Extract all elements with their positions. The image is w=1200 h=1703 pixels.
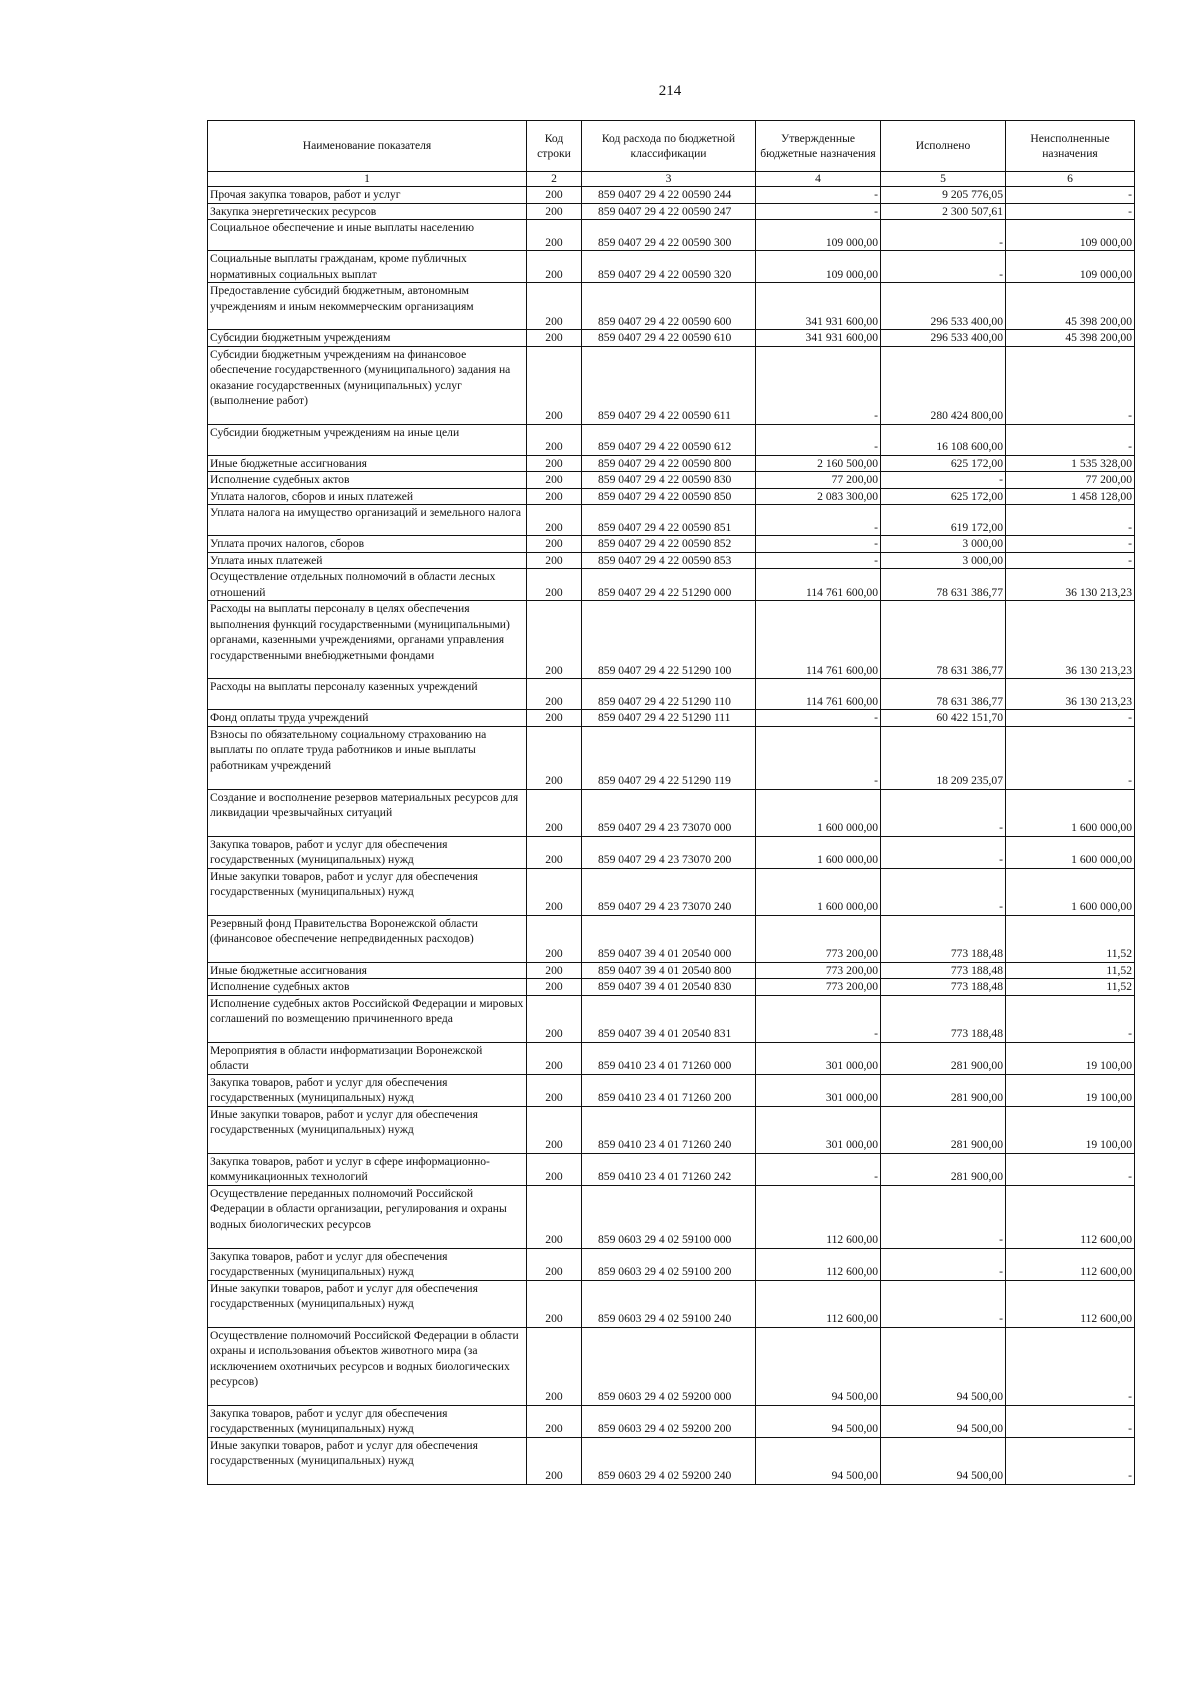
row-approved: 1 600 000,00: [756, 868, 881, 915]
table-row: [208, 1280, 1135, 1327]
row-approved: -: [756, 536, 881, 553]
row-approved: 77 200,00: [756, 472, 881, 489]
row-approved: 341 931 600,00: [756, 330, 881, 347]
row-line-code: 200: [527, 187, 582, 204]
row-approved: -: [756, 203, 881, 220]
row-executed: -: [881, 1248, 1006, 1280]
row-unexecuted: 112 600,00: [1006, 1280, 1135, 1327]
row-unexecuted: 36 130 213,23: [1006, 601, 1135, 679]
row-line-code: 200: [527, 1327, 582, 1405]
row-approved: 114 761 600,00: [756, 679, 881, 710]
row-line-code: 200: [527, 1074, 582, 1106]
row-approved: 301 000,00: [756, 1106, 881, 1153]
row-unexecuted: -: [1006, 505, 1135, 536]
row-approved: 94 500,00: [756, 1327, 881, 1405]
row-unexecuted: 1 535 328,00: [1006, 455, 1135, 472]
row-name: Субсидии бюджетным учреждениям: [208, 330, 527, 347]
row-line-code: 200: [527, 1153, 582, 1185]
table-row: [208, 1074, 1135, 1106]
row-name: Исполнение судебных актов: [208, 472, 527, 489]
row-unexecuted: -: [1006, 346, 1135, 424]
row-line-code: 200: [527, 488, 582, 505]
row-line-code: 200: [527, 836, 582, 868]
row-budget-code: 859 0407 29 4 22 00590 830: [582, 472, 756, 489]
table-row: [208, 536, 1135, 553]
row-executed: 3 000,00: [881, 536, 1006, 553]
row-unexecuted: -: [1006, 203, 1135, 220]
row-budget-code: 859 0407 29 4 23 73070 240: [582, 868, 756, 915]
row-budget-code: 859 0407 29 4 22 00590 611: [582, 346, 756, 424]
row-executed: 94 500,00: [881, 1405, 1006, 1437]
row-budget-code: 859 0407 29 4 22 00590 300: [582, 220, 756, 251]
row-executed: 18 209 235,07: [881, 726, 1006, 789]
row-line-code: 200: [527, 995, 582, 1042]
row-executed: 619 172,00: [881, 505, 1006, 536]
row-name: Иные закупки товаров, работ и услуг для обеспечения государственных (муниципальных) нужд: [208, 1437, 527, 1484]
row-line-code: 200: [527, 455, 582, 472]
row-approved: 301 000,00: [756, 1074, 881, 1106]
row-name: Прочая закупка товаров, работ и услуг: [208, 187, 527, 204]
row-approved: 773 200,00: [756, 915, 881, 962]
table-row: [208, 1042, 1135, 1074]
header-budget-code: Код расхода по бюджетной классификации: [582, 121, 756, 172]
header-indicator-name: Наименование показателя: [208, 121, 527, 172]
row-line-code: 200: [527, 979, 582, 996]
row-budget-code: 859 0407 29 4 22 00590 244: [582, 187, 756, 204]
row-name: Иные закупки товаров, работ и услуг для обеспечения государственных (муниципальных) нужд: [208, 868, 527, 915]
column-number: 1: [208, 172, 527, 187]
header-unexecuted: Неисполненные назначения: [1006, 121, 1135, 172]
row-budget-code: 859 0407 29 4 22 51290 110: [582, 679, 756, 710]
row-line-code: 200: [527, 726, 582, 789]
row-approved: -: [756, 346, 881, 424]
row-budget-code: 859 0603 29 4 02 59100 200: [582, 1248, 756, 1280]
header-executed: Исполнено: [881, 121, 1006, 172]
row-approved: -: [756, 710, 881, 727]
row-budget-code: 859 0407 39 4 01 20540 830: [582, 979, 756, 996]
row-line-code: 200: [527, 330, 582, 347]
row-approved: 773 200,00: [756, 962, 881, 979]
table-row: [208, 1327, 1135, 1405]
row-name: Предоставление субсидий бюджетным, автономным учреждениям и иным некоммерческим организациям: [208, 283, 527, 330]
row-line-code: 200: [527, 251, 582, 283]
row-unexecuted: -: [1006, 187, 1135, 204]
table-row: [208, 203, 1135, 220]
row-executed: -: [881, 868, 1006, 915]
table-row: [208, 1153, 1135, 1185]
table-row: [208, 251, 1135, 283]
row-line-code: 200: [527, 536, 582, 553]
row-budget-code: 859 0407 29 4 23 73070 000: [582, 789, 756, 836]
row-line-code: 200: [527, 1106, 582, 1153]
row-line-code: 200: [527, 1185, 582, 1248]
row-name: Уплата налога на имущество организаций и земельного налога: [208, 505, 527, 536]
row-executed: -: [881, 472, 1006, 489]
row-line-code: 200: [527, 868, 582, 915]
row-approved: 112 600,00: [756, 1280, 881, 1327]
row-unexecuted: 36 130 213,23: [1006, 569, 1135, 601]
row-name: Социальное обеспечение и иные выплаты населению: [208, 220, 527, 251]
row-executed: 3 000,00: [881, 552, 1006, 569]
row-budget-code: 859 0407 29 4 22 00590 610: [582, 330, 756, 347]
table-row: [208, 424, 1135, 455]
table-row: [208, 505, 1135, 536]
row-approved: 2 160 500,00: [756, 455, 881, 472]
row-budget-code: 859 0407 29 4 22 00590 247: [582, 203, 756, 220]
row-executed: 625 172,00: [881, 455, 1006, 472]
row-budget-code: 859 0603 29 4 02 59100 240: [582, 1280, 756, 1327]
row-line-code: 200: [527, 424, 582, 455]
row-unexecuted: 77 200,00: [1006, 472, 1135, 489]
row-approved: 112 600,00: [756, 1248, 881, 1280]
row-budget-code: 859 0407 29 4 22 00590 851: [582, 505, 756, 536]
row-unexecuted: -: [1006, 552, 1135, 569]
row-name: Осуществление переданных полномочий Российской Федерации в области организации, регулирования и охраны водных биологических ресурсов: [208, 1185, 527, 1248]
row-name: Создание и восполнение резервов материальных ресурсов для ликвидации чрезвычайных ситуаций: [208, 789, 527, 836]
row-approved: 109 000,00: [756, 251, 881, 283]
row-executed: 773 188,48: [881, 962, 1006, 979]
row-name: Закупка товаров, работ и услуг для обеспечения государственных (муниципальных) нужд: [208, 1074, 527, 1106]
column-number: 5: [881, 172, 1006, 187]
table-row: [208, 995, 1135, 1042]
row-unexecuted: 11,52: [1006, 962, 1135, 979]
header-row: [208, 121, 1135, 172]
table-row: [208, 220, 1135, 251]
row-unexecuted: -: [1006, 1437, 1135, 1484]
table-row: [208, 187, 1135, 204]
row-unexecuted: 109 000,00: [1006, 251, 1135, 283]
row-executed: -: [881, 1280, 1006, 1327]
row-budget-code: 859 0407 29 4 22 00590 853: [582, 552, 756, 569]
row-unexecuted: 36 130 213,23: [1006, 679, 1135, 710]
row-unexecuted: 19 100,00: [1006, 1074, 1135, 1106]
table-row: [208, 1185, 1135, 1248]
row-executed: 773 188,48: [881, 915, 1006, 962]
row-budget-code: 859 0407 29 4 22 00590 800: [582, 455, 756, 472]
row-approved: -: [756, 995, 881, 1042]
row-approved: 301 000,00: [756, 1042, 881, 1074]
row-approved: -: [756, 505, 881, 536]
row-executed: 773 188,48: [881, 979, 1006, 996]
table-row: [208, 710, 1135, 727]
row-name: Исполнение судебных актов: [208, 979, 527, 996]
row-name: Расходы на выплаты персоналу в целях обеспечения выполнения функций государственными (муниципальными) органами, казенными учреждениями, органами управления государственными внебюджетными фондами: [208, 601, 527, 679]
column-number: 4: [756, 172, 881, 187]
row-line-code: 200: [527, 789, 582, 836]
row-name: Резервный фонд Правительства Воронежской области (финансовое обеспечение непредвиденных расходов): [208, 915, 527, 962]
row-executed: 281 900,00: [881, 1153, 1006, 1185]
row-executed: 281 900,00: [881, 1042, 1006, 1074]
row-budget-code: 859 0407 39 4 01 20540 800: [582, 962, 756, 979]
row-line-code: 200: [527, 283, 582, 330]
table-row: [208, 1106, 1135, 1153]
row-unexecuted: 109 000,00: [1006, 220, 1135, 251]
column-number: 2: [527, 172, 582, 187]
row-budget-code: 859 0407 29 4 22 51290 100: [582, 601, 756, 679]
table-row: [208, 569, 1135, 601]
row-name: Уплата прочих налогов, сборов: [208, 536, 527, 553]
budget-execution-table: [207, 120, 1135, 1485]
table-row: [208, 455, 1135, 472]
row-budget-code: 859 0603 29 4 02 59100 000: [582, 1185, 756, 1248]
row-executed: 773 188,48: [881, 995, 1006, 1042]
row-name: Исполнение судебных актов Российской Федерации и мировых соглашений по возмещению причиненного вреда: [208, 995, 527, 1042]
row-budget-code: 859 0407 39 4 01 20540 000: [582, 915, 756, 962]
row-line-code: 200: [527, 1280, 582, 1327]
row-line-code: 200: [527, 962, 582, 979]
row-approved: -: [756, 187, 881, 204]
row-budget-code: 859 0603 29 4 02 59200 240: [582, 1437, 756, 1484]
row-budget-code: 859 0407 29 4 22 00590 850: [582, 488, 756, 505]
row-budget-code: 859 0407 29 4 22 00590 320: [582, 251, 756, 283]
table-row: [208, 330, 1135, 347]
row-unexecuted: 112 600,00: [1006, 1185, 1135, 1248]
row-line-code: 200: [527, 915, 582, 962]
table-row: [208, 601, 1135, 679]
row-unexecuted: -: [1006, 424, 1135, 455]
table-row: [208, 283, 1135, 330]
row-name: Иные закупки товаров, работ и услуг для обеспечения государственных (муниципальных) нужд: [208, 1280, 527, 1327]
row-unexecuted: 1 600 000,00: [1006, 836, 1135, 868]
row-unexecuted: -: [1006, 710, 1135, 727]
row-budget-code: 859 0407 29 4 23 73070 200: [582, 836, 756, 868]
row-name: Закупка энергетических ресурсов: [208, 203, 527, 220]
row-executed: 296 533 400,00: [881, 330, 1006, 347]
row-name: Уплата налогов, сборов и иных платежей: [208, 488, 527, 505]
row-executed: -: [881, 1185, 1006, 1248]
row-executed: 281 900,00: [881, 1106, 1006, 1153]
table-row: [208, 488, 1135, 505]
row-name: Осуществление полномочий Российской Федерации в области охраны и использования объектов животного мира (за исключением охотничьих ресурсов и водных биологических ресурсов): [208, 1327, 527, 1405]
row-unexecuted: -: [1006, 1153, 1135, 1185]
row-name: Иные закупки товаров, работ и услуг для обеспечения государственных (муниципальных) нужд: [208, 1106, 527, 1153]
row-budget-code: 859 0407 29 4 22 00590 612: [582, 424, 756, 455]
row-budget-code: 859 0407 29 4 22 51290 119: [582, 726, 756, 789]
row-line-code: 200: [527, 552, 582, 569]
row-executed: 2 300 507,61: [881, 203, 1006, 220]
row-approved: 109 000,00: [756, 220, 881, 251]
row-unexecuted: -: [1006, 995, 1135, 1042]
column-number: 3: [582, 172, 756, 187]
row-name: Осуществление отдельных полномочий в области лесных отношений: [208, 569, 527, 601]
row-approved: 114 761 600,00: [756, 601, 881, 679]
row-budget-code: 859 0603 29 4 02 59200 200: [582, 1405, 756, 1437]
column-number-row: [208, 172, 1135, 187]
header-line-code: Код строки: [527, 121, 582, 172]
row-approved: 1 600 000,00: [756, 789, 881, 836]
row-executed: -: [881, 789, 1006, 836]
row-name: Закупка товаров, работ и услуг для обеспечения государственных (муниципальных) нужд: [208, 836, 527, 868]
row-line-code: 200: [527, 203, 582, 220]
row-name: Субсидии бюджетным учреждениям на финансовое обеспечение государственного (муниципального) задания на оказание государственных (муниципальных) услуг (выполнение работ): [208, 346, 527, 424]
row-line-code: 200: [527, 1042, 582, 1074]
row-executed: 625 172,00: [881, 488, 1006, 505]
row-executed: 16 108 600,00: [881, 424, 1006, 455]
row-executed: 78 631 386,77: [881, 679, 1006, 710]
row-unexecuted: 11,52: [1006, 979, 1135, 996]
row-executed: 60 422 151,70: [881, 710, 1006, 727]
table-row: [208, 868, 1135, 915]
row-name: Закупка товаров, работ и услуг в сфере информационно-коммуникационных технологий: [208, 1153, 527, 1185]
table-row: [208, 552, 1135, 569]
row-budget-code: 859 0603 29 4 02 59200 000: [582, 1327, 756, 1405]
table-row: [208, 789, 1135, 836]
header-approved: Утвержденные бюджетные назначения: [756, 121, 881, 172]
row-line-code: 200: [527, 710, 582, 727]
row-unexecuted: 112 600,00: [1006, 1248, 1135, 1280]
table-row: [208, 679, 1135, 710]
row-approved: 114 761 600,00: [756, 569, 881, 601]
table-row: [208, 346, 1135, 424]
row-line-code: 200: [527, 679, 582, 710]
row-approved: 773 200,00: [756, 979, 881, 996]
row-name: Иные бюджетные ассигнования: [208, 455, 527, 472]
row-unexecuted: -: [1006, 1405, 1135, 1437]
row-unexecuted: 19 100,00: [1006, 1106, 1135, 1153]
row-line-code: 200: [527, 472, 582, 489]
table-row: [208, 836, 1135, 868]
row-line-code: 200: [527, 1437, 582, 1484]
row-unexecuted: 1 600 000,00: [1006, 789, 1135, 836]
row-line-code: 200: [527, 505, 582, 536]
row-line-code: 200: [527, 1405, 582, 1437]
row-name: Закупка товаров, работ и услуг для обеспечения государственных (муниципальных) нужд: [208, 1248, 527, 1280]
row-line-code: 200: [527, 220, 582, 251]
row-budget-code: 859 0407 39 4 01 20540 831: [582, 995, 756, 1042]
row-approved: -: [756, 726, 881, 789]
row-unexecuted: 19 100,00: [1006, 1042, 1135, 1074]
row-line-code: 200: [527, 569, 582, 601]
row-executed: 280 424 800,00: [881, 346, 1006, 424]
row-budget-code: 859 0407 29 4 22 00590 600: [582, 283, 756, 330]
table-row: [208, 962, 1135, 979]
row-approved: 2 083 300,00: [756, 488, 881, 505]
row-line-code: 200: [527, 346, 582, 424]
row-approved: -: [756, 552, 881, 569]
table-row: [208, 726, 1135, 789]
row-budget-code: 859 0407 29 4 22 00590 852: [582, 536, 756, 553]
row-unexecuted: -: [1006, 536, 1135, 553]
row-executed: 94 500,00: [881, 1327, 1006, 1405]
table-row: [208, 915, 1135, 962]
row-executed: -: [881, 251, 1006, 283]
row-name: Мероприятия в области информатизации Воронежской области: [208, 1042, 527, 1074]
row-unexecuted: 1 458 128,00: [1006, 488, 1135, 505]
row-unexecuted: 1 600 000,00: [1006, 868, 1135, 915]
table-row: [208, 472, 1135, 489]
row-executed: 281 900,00: [881, 1074, 1006, 1106]
table-row: [208, 1405, 1135, 1437]
row-name: Расходы на выплаты персоналу казенных учреждений: [208, 679, 527, 710]
row-executed: -: [881, 220, 1006, 251]
row-budget-code: 859 0407 29 4 22 51290 111: [582, 710, 756, 727]
row-budget-code: 859 0410 23 4 01 71260 242: [582, 1153, 756, 1185]
row-unexecuted: -: [1006, 726, 1135, 789]
row-name: Закупка товаров, работ и услуг для обеспечения государственных (муниципальных) нужд: [208, 1405, 527, 1437]
row-budget-code: 859 0410 23 4 01 71260 240: [582, 1106, 756, 1153]
row-approved: 1 600 000,00: [756, 836, 881, 868]
row-unexecuted: -: [1006, 1327, 1135, 1405]
row-unexecuted: 45 398 200,00: [1006, 283, 1135, 330]
row-line-code: 200: [527, 1248, 582, 1280]
row-name: Субсидии бюджетным учреждениям на иные цели: [208, 424, 527, 455]
column-number: 6: [1006, 172, 1135, 187]
row-approved: 94 500,00: [756, 1405, 881, 1437]
table-row: [208, 979, 1135, 996]
table-body: [208, 187, 1135, 1485]
row-unexecuted: 11,52: [1006, 915, 1135, 962]
row-executed: 9 205 776,05: [881, 187, 1006, 204]
row-approved: 341 931 600,00: [756, 283, 881, 330]
row-budget-code: 859 0410 23 4 01 71260 200: [582, 1074, 756, 1106]
row-budget-code: 859 0410 23 4 01 71260 000: [582, 1042, 756, 1074]
row-unexecuted: 45 398 200,00: [1006, 330, 1135, 347]
row-name: Взносы по обязательному социальному страхованию на выплаты по оплате труда работников и иные выплаты работникам учреждений: [208, 726, 527, 789]
row-executed: -: [881, 836, 1006, 868]
row-executed: 78 631 386,77: [881, 601, 1006, 679]
row-name: Уплата иных платежей: [208, 552, 527, 569]
row-name: Иные бюджетные ассигнования: [208, 962, 527, 979]
row-executed: 78 631 386,77: [881, 569, 1006, 601]
row-approved: -: [756, 424, 881, 455]
row-line-code: 200: [527, 601, 582, 679]
row-executed: 94 500,00: [881, 1437, 1006, 1484]
row-executed: 296 533 400,00: [881, 283, 1006, 330]
row-name: Фонд оплаты труда учреждений: [208, 710, 527, 727]
row-approved: 94 500,00: [756, 1437, 881, 1484]
row-budget-code: 859 0407 29 4 22 51290 000: [582, 569, 756, 601]
row-name: Социальные выплаты гражданам, кроме публичных нормативных социальных выплат: [208, 251, 527, 283]
row-approved: -: [756, 1153, 881, 1185]
table-row: [208, 1437, 1135, 1484]
page-number: 214: [658, 83, 682, 99]
row-approved: 112 600,00: [756, 1185, 881, 1248]
table-row: [208, 1248, 1135, 1280]
